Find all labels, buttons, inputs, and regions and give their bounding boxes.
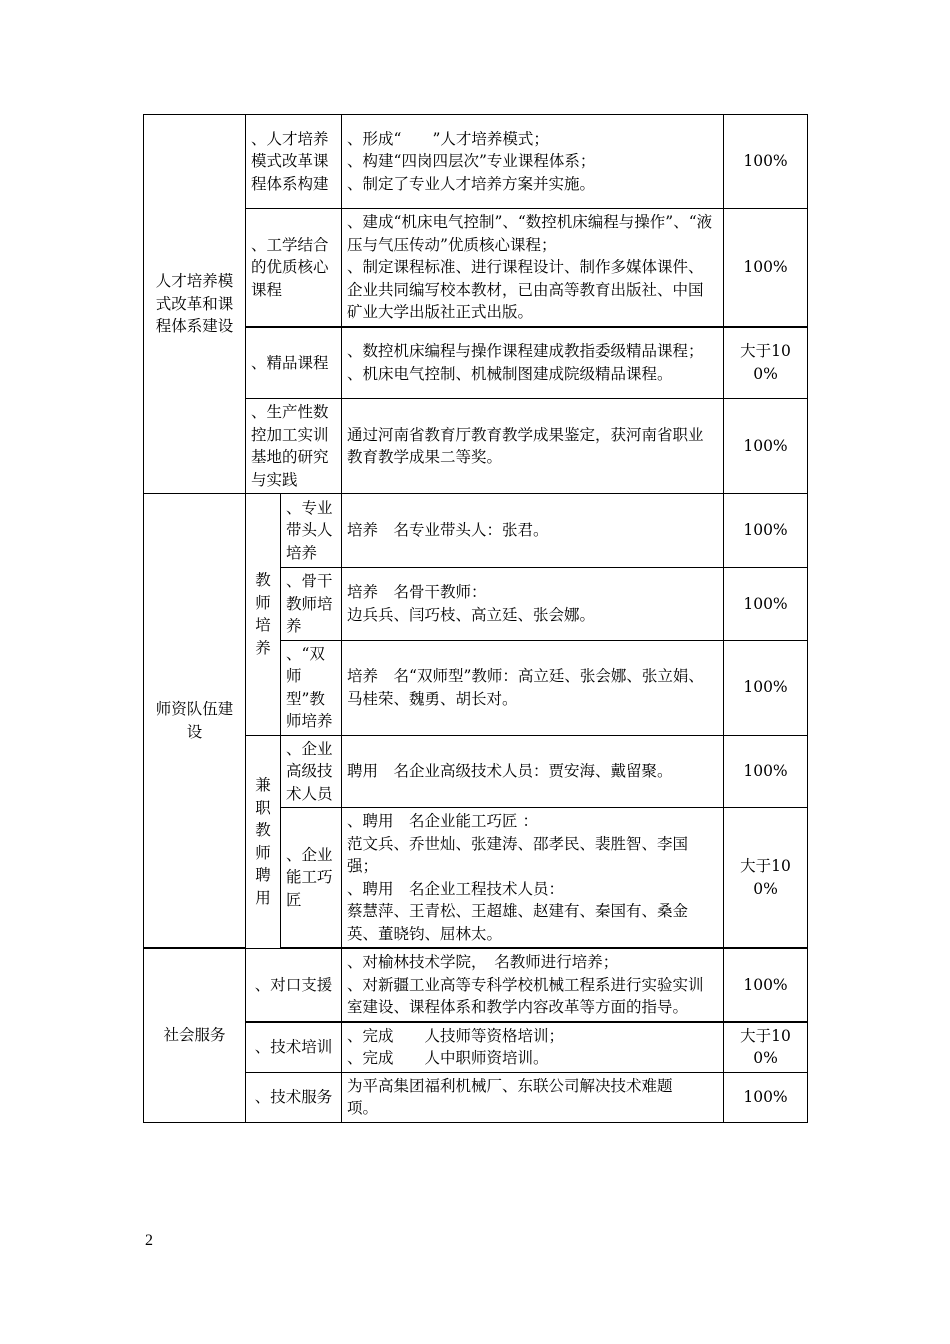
table-row (144, 115, 808, 209)
subitem-cell: 、对口支援 (246, 948, 342, 1022)
achievement-table (143, 114, 808, 1123)
percentage-cell: 大于100% (724, 327, 808, 399)
subitem-cell: 、人才培养模式改革课程体系构建 (246, 115, 342, 209)
percentage-cell: 大于100% (724, 1022, 808, 1073)
content-cell: 、完成 人技师等资格培训； 、完成 人中职师资培训。 (342, 1022, 724, 1073)
category-cell: 人才培养模式改革和课程体系建设 (144, 115, 246, 494)
percentage-cell: 100% (724, 640, 808, 735)
percentage-cell: 100% (724, 115, 808, 209)
subitem-cell: 、“双师型”教师培养 (281, 640, 342, 735)
content-cell: 通过河南省教育厅教育教学成果鉴定，获河南省职业教育教学成果二等奖。 (342, 399, 724, 494)
subitem-cell: 、企业高级技术人员 (281, 735, 342, 808)
page-number: 2 (145, 1232, 153, 1249)
percentage-cell: 100% (724, 494, 808, 568)
percentage-cell: 大于100% (724, 808, 808, 949)
subitem-cell: 、生产性数控加工实训基地的研究与实践 (246, 399, 342, 494)
percentage-cell: 100% (724, 735, 808, 808)
content-cell: 为平高集团福利机械厂、东联公司解决技术难题 项。 (342, 1072, 724, 1122)
content-cell: 、建成“机床电气控制”、“数控机床编程与操作”、“液压与气压传动”优质核心课程； 、制定课程标准、进行课程设计、制作多媒体课件、企业共同编写校本教材，已由高等教育出版社、中国矿业大学出版社正式出版。 (342, 209, 724, 327)
content-cell: 、聘用 名企业能工巧匠 ： 范文兵、乔世灿、张建涛、邵孝民、裴胜智、李国强； 、聘用 名企业工程技术人员： 蔡慧萍、王青松、王超雄、赵建有、秦国有、桑金英、董晓钧、屈林太。 (342, 808, 724, 949)
percentage-cell: 100% (724, 1072, 808, 1122)
subitem-cell: 、专业带头人培养 (281, 494, 342, 568)
group-label-cell: 教师培养 (246, 494, 281, 736)
subitem-cell: 、精品课程 (246, 327, 342, 399)
content-cell: 、对榆林技术学院， 名教师进行培养； 、对新疆工业高等专科学校机械工程系进行实验实训室建设、课程体系和教学内容改革等方面的指导。 (342, 948, 724, 1022)
content-cell: 培养 名专业带头人：张君。 (342, 494, 724, 568)
subitem-cell: 、骨干教师培养 (281, 568, 342, 641)
table-row (144, 948, 808, 1022)
table-row (144, 494, 808, 568)
group-label-cell: 兼职教师聘用 (246, 735, 281, 948)
content-cell: 、数控机床编程与操作课程建成教指委级精品课程； 、机床电气控制、机械制图建成院级精品课程。 (342, 327, 724, 399)
content-cell: 培养 名“双师型”教师：高立廷、张会娜、张立娟、马桂荣、魏勇、胡长对。 (342, 640, 724, 735)
category-cell: 社会服务 (144, 948, 246, 1122)
category-cell: 师资队伍建设 (144, 494, 246, 949)
percentage-cell: 100% (724, 209, 808, 327)
percentage-cell: 100% (724, 399, 808, 494)
subitem-cell: 、技术培训 (246, 1022, 342, 1073)
subitem-cell: 、技术服务 (246, 1072, 342, 1122)
content-cell: 培养 名骨干教师： 边兵兵、闫巧枝、高立廷、张会娜。 (342, 568, 724, 641)
content-cell: 聘用 名企业高级技术人员：贾安海、戴留聚。 (342, 735, 724, 808)
content-cell: 、形成“ ”人才培养模式； 、构建“四岗四层次”专业课程体系； 、制定了专业人才培养方案并实施。 (342, 115, 724, 209)
subitem-cell: 、企业能工巧匠 (281, 808, 342, 949)
percentage-cell: 100% (724, 568, 808, 641)
subitem-cell: 、工学结合的优质核心课程 (246, 209, 342, 327)
percentage-cell: 100% (724, 948, 808, 1022)
